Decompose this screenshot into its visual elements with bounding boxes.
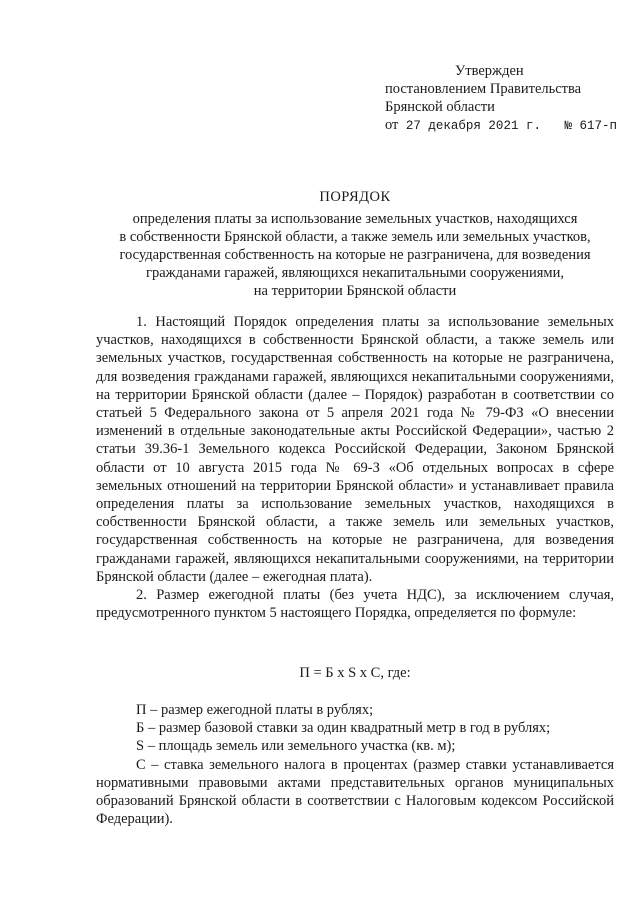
date-prefix: от <box>385 117 399 133</box>
subtitle-line: на территории Брянской области <box>253 283 457 299</box>
document-body <box>96 313 614 622</box>
approval-line-approved: Утвержден <box>455 63 524 79</box>
subtitle-line: гражданами гаражей, являющихся некапитальными сооружениями, <box>146 265 564 281</box>
definition-item: С – ставка земельного налога в процентах (размер ставки устанавливается нормативными правовыми актами представительных органов муниципальных образований Брянской области в соответствии с Налоговым кодексом Российской Федерации). <box>96 756 614 828</box>
subtitle-line: государственная собственность на которые не разграничена, для возведения <box>119 247 591 263</box>
formula: П = Б х S х С, где: <box>299 665 411 681</box>
approval-number: № 617-п <box>564 119 617 133</box>
subtitle-line: в собственности Брянской области, а также земель или земельных участков, <box>119 229 591 245</box>
definition-item: S – площадь земель или земельного участка (кв. м); <box>136 738 456 755</box>
title-block <box>95 188 615 300</box>
definition-item: Б – размер базовой ставки за один квадратный метр в год в рублях; <box>136 720 551 737</box>
approval-stamp <box>385 62 635 135</box>
approval-line-decree: постановлением Правительства <box>385 81 582 97</box>
document-title: ПОРЯДОК <box>319 189 391 205</box>
paragraph-1: 1. Настоящий Порядок определения платы за использование земельных участков, находящихся в собственности Брянской области, а также земель или земельных участков, государственная собственность на которые не разграничена, для возведения гражданами гаражей, являющихся некапитальными сооружениями, на территории Брянской области (далее – Порядок) разработан в соответствии со статьей 5 Федерального закона от 5 апреля 2021 года № 79-ФЗ «О внесении изменений в отдельные законодательные акты Российской Федерации», частью 2 статьи 39.36-1 Земельного кодекса Российской Федерации, Законом Брянской области от 10 августа 2015 года № 69-З «Об отдельных вопросах в сфере земельных отношений на территории Брянской области» и устанавливает правила определения платы за использование земельных участков, находящихся в собственности Брянской области, а также земель или земельных участков, государственная собственность на которые не разграничена, для возведения гражданами гаражей, являющихся некапитальными сооружениями, на территории Брянской области (далее – ежегодная плата). <box>96 314 614 585</box>
subtitle-line: определения платы за использование земельных участков, находящихся <box>132 211 578 227</box>
approval-date-line <box>385 116 635 135</box>
document-subtitle <box>95 210 615 300</box>
definition-item: П – размер ежегодной платы в рублях; <box>136 702 374 718</box>
paragraph-2: 2. Размер ежегодной платы (без учета НДС), за исключением случая, предусмотренного пунктом 5 настоящего Порядка, определяется по формуле: <box>96 587 614 622</box>
formula-definitions <box>96 701 614 828</box>
approval-line-region: Брянской области <box>385 99 495 115</box>
approval-date: 27 декабря 2021 г. <box>405 119 541 133</box>
